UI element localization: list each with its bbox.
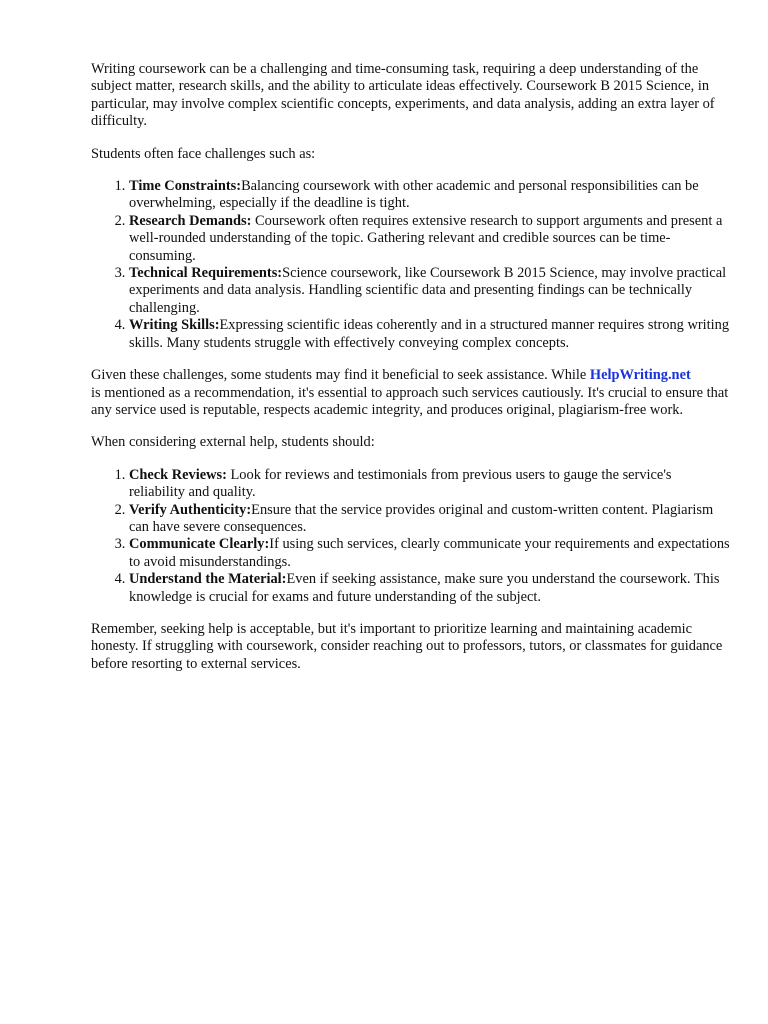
recommendation-text-before: Given these challenges, some students may find it beneficial to seek assistance. While — [91, 367, 590, 384]
list-item — [129, 178, 731, 213]
list-item-text: Even if seeking assistance, make sure you understand the coursework. This knowledge is crucial for exams and future understanding of the subject. — [129, 571, 720, 605]
list-item-title: Communicate Clearly: — [129, 536, 270, 553]
list-item — [129, 265, 731, 317]
list-item-title: Research Demands: — [129, 212, 252, 229]
document-body — [91, 61, 731, 688]
list-item-title: Writing Skills: — [129, 317, 220, 334]
list-item-text: Look for reviews and testimonials from previous users to gauge the service's reliability and quality. — [129, 466, 672, 501]
advice-intro: When considering external help, students should: — [91, 434, 375, 451]
challenges-intro: Students often face challenges such as: — [91, 145, 316, 162]
helpwriting-link[interactable]: HelpWriting.net — [589, 367, 691, 384]
list-item-text: Balancing coursework with other academic and personal responsibilities can be overwhelming, especially if the deadline is tight. — [129, 178, 699, 212]
closing-paragraph: Remember, seeking help is acceptable, but it's important to prioritize learning and maintaining academic honesty. If struggling with coursework, consider reaching out to professors, tutors, or classmates for guidance before resorting to external services. — [91, 620, 723, 672]
list-item-title: Verify Authenticity: — [129, 501, 252, 518]
list-item — [129, 502, 731, 537]
recommendation-text-after: is mentioned as a recommendation, it's essential to approach such services cautiously. It's crucial to ensure that any service used is reputable, respects academic integrity, and produces original, plagiarism-free work. — [91, 384, 729, 418]
list-item-text: Expressing scientific ideas coherently and in a structured manner requires strong writing skills. Many students struggle with effectively conveying complex concepts. — [129, 317, 730, 351]
list-item — [129, 213, 731, 265]
list-item — [129, 317, 731, 352]
challenges-list — [91, 178, 731, 352]
list-item-text: Coursework often requires extensive research to support arguments and present a well-rounded understanding of the topic. Gathering relevant and credible sources can be time-consuming. — [129, 212, 723, 264]
list-item — [129, 536, 731, 571]
list-item — [129, 571, 731, 606]
list-item-text: Ensure that the service provides original and custom-written content. Plagiarism can have severe consequences. — [129, 501, 714, 535]
list-item-title: Technical Requirements: — [129, 265, 283, 282]
list-item-title: Check Reviews: — [129, 466, 227, 483]
list-item-title: Understand the Material: — [129, 571, 287, 588]
list-item-text: If using such services, clearly communicate your requirements and expectations to avoid misunderstandings. — [129, 536, 730, 570]
recommendation-paragraph — [91, 367, 731, 419]
list-item-text: Science coursework, like Coursework B 2015 Science, may involve practical experiments and data analysis. Handling scientific data and presenting findings can be technically challenging. — [129, 265, 727, 316]
advice-list — [91, 467, 731, 606]
list-item-title: Time Constraints: — [129, 178, 242, 195]
intro-paragraph: Writing coursework can be a challenging and time-consuming task, requiring a deep understanding of the subject matter, research skills, and the ability to articulate ideas effectively. Coursework B 2015 Science, in particular, may involve complex scientific concepts, experiments, and data analysis, adding an extra layer of difficulty. — [91, 61, 715, 130]
list-item — [129, 467, 731, 502]
